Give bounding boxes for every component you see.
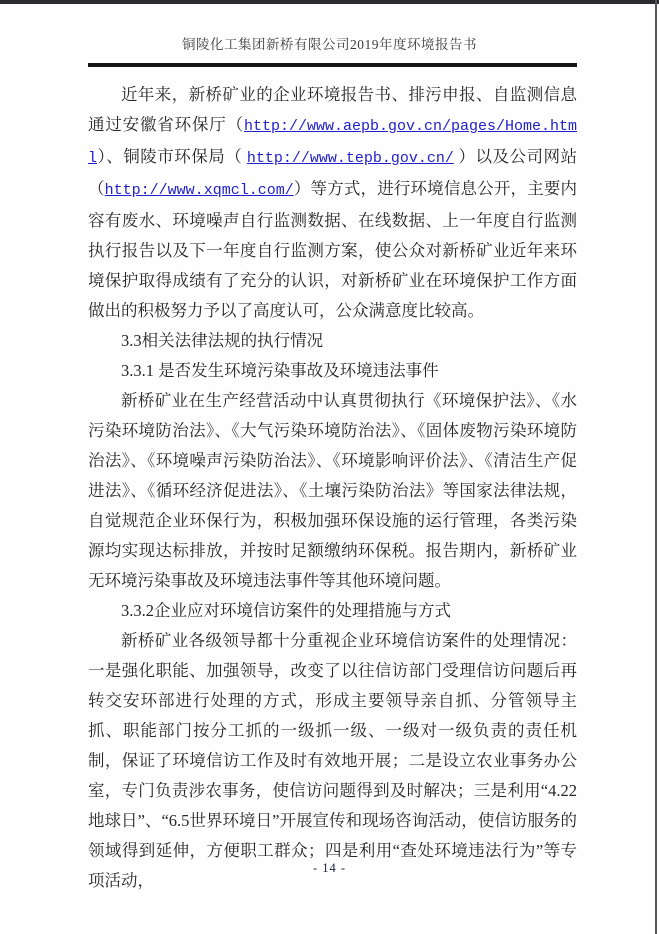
link-xqmcl-url[interactable]: http://www.xqmcl.com/ bbox=[104, 182, 294, 199]
para1-text-4: ）等方式，进行环境信息公开，主要内容有废水、环境噪声自行监测数据、在线数据、上一年度自行监测执行报告以及下一年度自行监测方案，使公众对新桥矿业近年来环境保护取得成绩有了充分的认识，对新桥矿业在环境保护工作方面做出的积极努力予以了高度认可，公众满意度比较高。 bbox=[88, 179, 578, 320]
document-body bbox=[88, 80, 577, 896]
link-tepb-url[interactable]: http://www.tepb.gov.cn/ bbox=[246, 150, 454, 167]
heading-section-3-3-1: 3.3.1 是否发生环境污染事故及环境违法事件 bbox=[121, 361, 439, 380]
page-right-border bbox=[655, 0, 657, 934]
link-aepb-url[interactable]: http://www.aepb.gov.cn/pages/Home.html bbox=[88, 118, 577, 167]
paragraph-info-disclosure bbox=[88, 80, 577, 326]
page-top-border bbox=[0, 0, 659, 4]
paragraph-law-compliance: 新桥矿业在生产经营活动中认真贯彻执行《环境保护法》、《水污染环境防治法》、《大气污染环境防治法》、《固体废物污染环境防治法》、《环境噪声污染防治法》、《环境影响评价法》、《清洁生产促进法》、《循环经济促进法》、《土壤污染防治法》等国家法律法规，自觉规范企业环保行为，积极加强环保设施的运行管理，各类污染源均实现达标排放，并按时足额缴纳环保税。报告期内，新桥矿业无环境污染事故及环境违法事件等其他环境问题。 bbox=[88, 391, 577, 590]
report-header-title: 铜陵化工集团新桥有限公司2019年度环境报告书 bbox=[182, 37, 477, 52]
para1-text-2: ）、铜陵市环保局（ bbox=[97, 147, 247, 166]
header-divider-rule bbox=[88, 63, 577, 67]
heading-section-3-3: 3.3相关法律法规的执行情况 bbox=[121, 331, 324, 350]
para1-text-3: ）以及公司网站（ bbox=[88, 147, 578, 198]
para1-text-1: 近年来，新桥矿业的企业环境报告书、排污申报、自监测信息通过安徽省环保厅（ bbox=[88, 85, 577, 134]
heading-section-3-3-2: 3.3.2企业应对环境信访案件的处理措施与方式 bbox=[121, 601, 451, 620]
paragraph-petition-handling: 新桥矿业各级领导都十分重视企业环境信访案件的处理情况：一是强化职能、加强领导，改变了以往信访部门受理信访问题后再转交安环部进行处理的方式，形成主要领导亲自抓、分管领导主抓、职能部门按分工抓的一级抓一级、一级对一级负责的责任机制，保证了环境信访工作及时有效地开展；二是设立农业事务办公室，专门负责涉农事务，使信访问题得到及时解决；三是利用“4.22地球日”、“6.5世界环境日”开展宣传和现场咨询活动，使信访服务的领域得到延伸，方便职工群众；四是利用“查处环境违法行为”等专项活动， bbox=[88, 631, 577, 890]
page-number: - 14 - bbox=[312, 861, 347, 875]
